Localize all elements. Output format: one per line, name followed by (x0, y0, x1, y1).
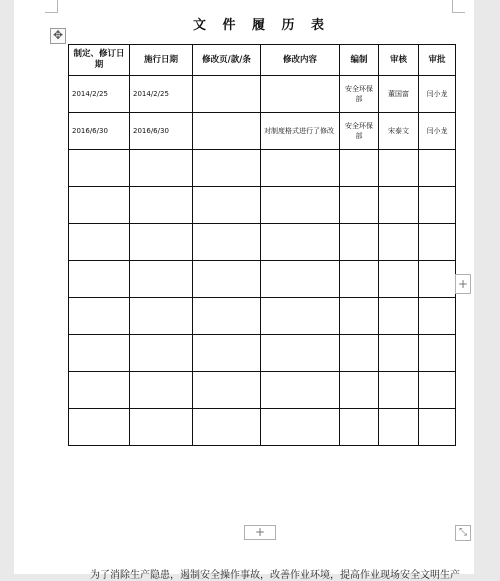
add-row-button[interactable]: + (244, 525, 276, 540)
document-title: 文 件 履 历 表 (192, 18, 331, 33)
cell-prepared-by[interactable] (340, 372, 379, 409)
header-modified-section: 修改页/款/条 (193, 45, 261, 76)
cell-prepared-by[interactable] (340, 187, 379, 224)
cell-effective-date[interactable] (130, 409, 193, 446)
cell-revision-date[interactable] (69, 298, 130, 335)
cell-reviewed-by[interactable] (379, 372, 419, 409)
table-row (69, 150, 456, 187)
cell-reviewed-by[interactable] (379, 150, 419, 187)
header-modification-content: 修改内容 (261, 45, 340, 76)
table-row (69, 335, 456, 372)
cell-approved-by[interactable] (419, 372, 456, 409)
cell-modification-content[interactable] (261, 187, 340, 224)
header-reviewed-by: 审核 (379, 45, 419, 76)
table-row (69, 113, 456, 150)
cell-reviewed-by[interactable] (379, 409, 419, 446)
cell-modification-content[interactable] (261, 261, 340, 298)
cell-effective-date[interactable] (130, 150, 193, 187)
cell-approved-by[interactable] (419, 224, 456, 261)
cell-modification-content[interactable] (261, 298, 340, 335)
table-row (69, 261, 456, 298)
table-row (69, 76, 456, 113)
cell-modification-content[interactable] (261, 224, 340, 261)
header-revision-date: 制定、修订日期 (69, 45, 130, 76)
cell-approved-by[interactable]: 闫小龙 (419, 113, 456, 150)
header-effective-date: 施行日期 (130, 45, 193, 76)
cell-prepared-by[interactable] (340, 261, 379, 298)
cell-modified-section[interactable] (193, 150, 261, 187)
body-text-line: 为了消除生产隐患，遏制安全操作事故，改善作业环境，提高作业现场安全文明生产 (90, 570, 460, 581)
cell-revision-date[interactable] (69, 150, 130, 187)
cell-revision-date[interactable] (69, 187, 130, 224)
cell-reviewed-by[interactable] (379, 298, 419, 335)
cell-prepared-by[interactable]: 安全环保部 (340, 76, 379, 113)
cell-approved-by[interactable] (419, 150, 456, 187)
cell-approved-by[interactable] (419, 335, 456, 372)
cell-approved-by[interactable] (419, 261, 456, 298)
cell-prepared-by[interactable] (340, 335, 379, 372)
cell-prepared-by[interactable] (340, 150, 379, 187)
revision-history-table (68, 44, 456, 446)
cell-prepared-by[interactable] (340, 224, 379, 261)
crop-mark-top-left (45, 0, 58, 13)
cell-effective-date[interactable] (130, 261, 193, 298)
cell-modified-section[interactable] (193, 113, 261, 150)
cell-modified-section[interactable] (193, 224, 261, 261)
cell-prepared-by[interactable] (340, 409, 379, 446)
header-approved-by: 审批 (419, 45, 456, 76)
cell-modified-section[interactable] (193, 372, 261, 409)
cell-modified-section[interactable] (193, 187, 261, 224)
cell-modified-section[interactable] (193, 335, 261, 372)
cell-reviewed-by[interactable] (379, 335, 419, 372)
cell-revision-date[interactable] (69, 224, 130, 261)
crop-mark-top-right (452, 0, 465, 13)
cell-revision-date[interactable] (69, 409, 130, 446)
add-column-button[interactable]: + (455, 274, 471, 294)
cell-modified-section[interactable] (193, 409, 261, 446)
cell-reviewed-by[interactable] (379, 224, 419, 261)
table-row (69, 187, 456, 224)
cell-effective-date[interactable]: 2016/6/30 (130, 113, 193, 150)
cell-revision-date[interactable] (69, 335, 130, 372)
cell-prepared-by[interactable] (340, 298, 379, 335)
cell-reviewed-by[interactable] (379, 261, 419, 298)
table-move-handle-icon[interactable]: ✥ (50, 28, 66, 44)
cell-modified-section[interactable] (193, 76, 261, 113)
cell-modification-content[interactable] (261, 335, 340, 372)
cell-reviewed-by[interactable] (379, 187, 419, 224)
cell-effective-date[interactable] (130, 187, 193, 224)
cell-approved-by[interactable] (419, 187, 456, 224)
cell-revision-date[interactable]: 2016/6/30 (69, 113, 130, 150)
cell-modification-content[interactable]: 对制度格式进行了修改 (261, 113, 340, 150)
cell-effective-date[interactable]: 2014/2/25 (130, 76, 193, 113)
cell-prepared-by[interactable]: 安全环保部 (340, 113, 379, 150)
cell-reviewed-by[interactable]: 宋泰文 (379, 113, 419, 150)
header-prepared-by: 编制 (340, 45, 379, 76)
cell-effective-date[interactable] (130, 372, 193, 409)
cell-approved-by[interactable] (419, 298, 456, 335)
cell-modified-section[interactable] (193, 298, 261, 335)
table-row (69, 372, 456, 409)
cell-modified-section[interactable] (193, 261, 261, 298)
cell-approved-by[interactable] (419, 409, 456, 446)
cell-modification-content[interactable] (261, 372, 340, 409)
cell-modification-content[interactable] (261, 150, 340, 187)
table-row (69, 224, 456, 261)
cell-effective-date[interactable] (130, 335, 193, 372)
table-header-row (69, 45, 456, 76)
cell-effective-date[interactable] (130, 298, 193, 335)
table-resize-icon[interactable]: ⤡ (455, 525, 471, 541)
cell-effective-date[interactable] (130, 224, 193, 261)
cell-reviewed-by[interactable]: 董国富 (379, 76, 419, 113)
table-row (69, 298, 456, 335)
cell-revision-date[interactable]: 2014/2/25 (69, 76, 130, 113)
table-row (69, 409, 456, 446)
cell-approved-by[interactable]: 闫小龙 (419, 76, 456, 113)
cell-modification-content[interactable] (261, 409, 340, 446)
cell-revision-date[interactable] (69, 372, 130, 409)
cell-modification-content[interactable] (261, 76, 340, 113)
cell-revision-date[interactable] (69, 261, 130, 298)
